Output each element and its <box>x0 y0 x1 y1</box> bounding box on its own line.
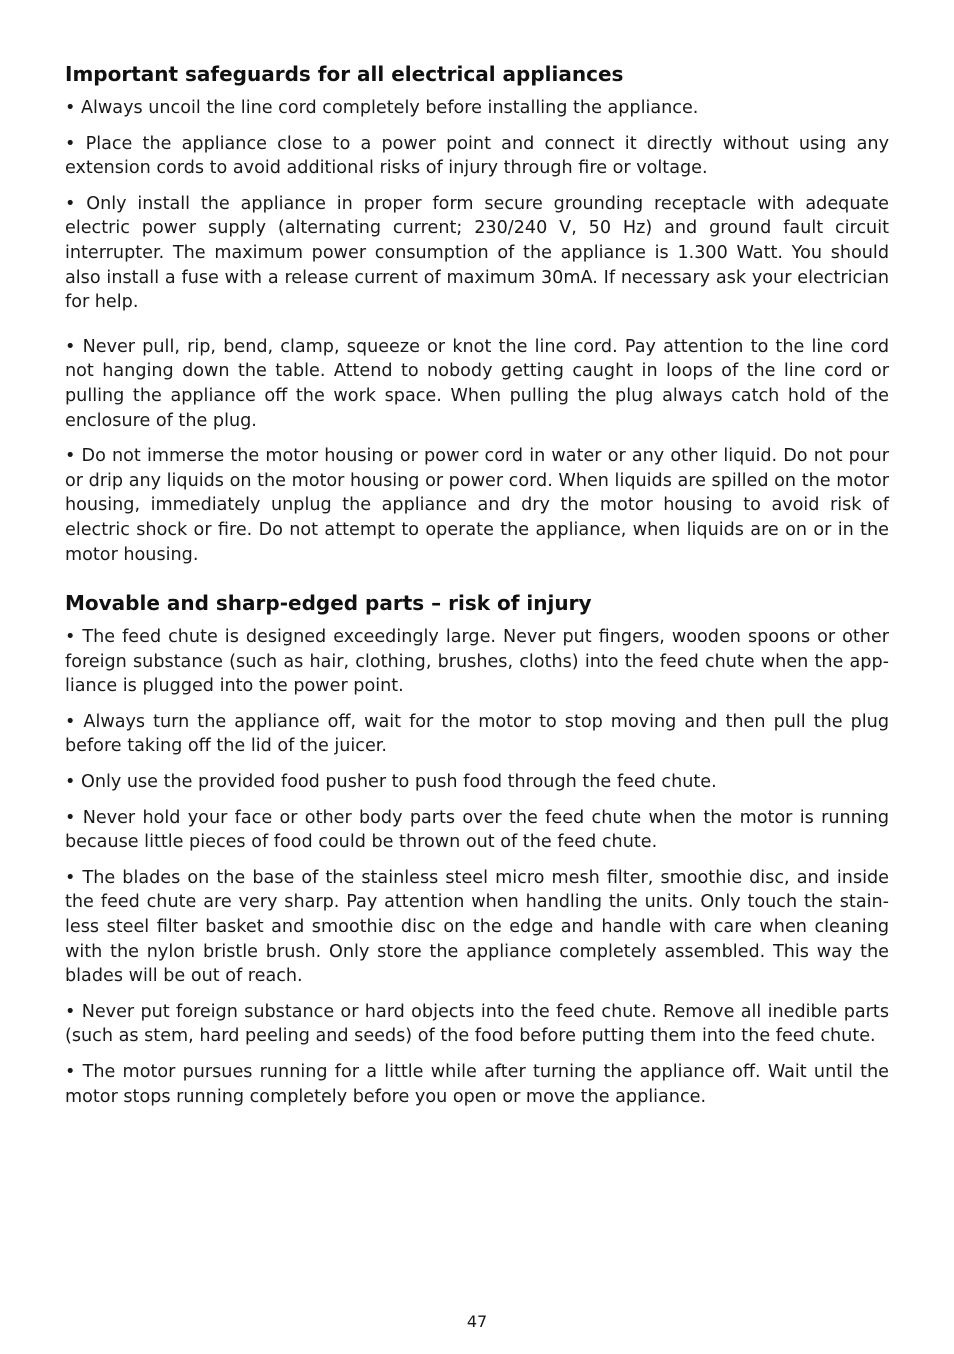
paragraph-uncoil-cord: • Always uncoil the line cord completely before installing the appliance. <box>65 98 699 118</box>
section-title-sharp-parts: Movable and sharp-edged parts – risk of injury <box>65 591 592 616</box>
page-number: 47 <box>466 1312 488 1331</box>
paragraph-power-point: • Place the appliance close to a power point and connect it directly without using any extension cords to avoid additional risks of injury through fire or voltage. <box>65 133 889 179</box>
paragraph-feed-chute: • The feed chute is designed exceedingly large. Never put fingers, wooden spoons or other foreign substance (such as hair, clothing, brushes, cloths) into the feed chute when the app-liance is plugged into the power point. <box>65 627 889 697</box>
paragraph-motor-running: • The motor pursues running for a little while after turning the appliance off. Wait until the motor stops running completely before you open or move the appliance. <box>65 1062 889 1107</box>
paragraph-liquids: • Do not immerse the motor housing or power cord in water or any other liquid. Do not pour or drip any liquids on the motor housing or power cord. When liquids are spilled on the motor housing, immediately unplug the appliance and dry the motor housing to avoid risk of electric shock or fire. Do not attempt to operate the appliance, when liquids are on or in the motor housing. <box>65 446 889 565</box>
paragraph-grounding: • Only install the appliance in proper form secure grounding receptacle with adequate electric power supply (alternating current; 230/240 V, 50 Hz) and ground fault circuit interrupter. The maximum power consumption of the appliance is 1.300 Watt. You should also install a fuse with a release current of maximum 30mA. If necessary ask your electrician for help. <box>65 193 889 313</box>
paragraph-food-pusher: • Only use the provided food pusher to push food through the feed chute. <box>65 772 717 793</box>
paragraph-line-cord: • Never pull, rip, bend, clamp, squeeze or knot the line cord. Pay attention to the line cord not hanging down the table. Attend to nobody getting caught in loops of the line cord or pulling the appliance off the work space. When pulling the plug always catch hold of the enclosure of the plug. <box>65 336 889 431</box>
paragraph-foreign-substance: • Never put foreign substance or hard objects into the feed chute. Remove all inedible parts (such as stem, hard peeling and seeds) of the food before putting them into the feed chute. <box>65 1001 889 1047</box>
paragraph-blades: • The blades on the base of the stainless steel micro mesh filter, smoothie disc, and inside the feed chute are very sharp. Pay attention when handling the units. Only touch the stain-less steel filter basket and smoothie disc on the edge and handle with care when cleaning with the nylon bristle brush. Only store the appliance completely assembled. This way the blades will be out of reach. <box>65 867 889 987</box>
document-page <box>65 60 889 1120</box>
paragraph-face: • Never hold your face or other body parts over the feed chute when the motor is running because little pieces of food could be thrown out of the feed chute. <box>65 807 889 853</box>
paragraph-turn-off: • Always turn the appliance off, wait for the motor to stop moving and then pull the plug before taking off the lid of the juicer. <box>65 711 889 757</box>
section-title-electrical-safeguards: Important safeguards for all electrical appliances <box>65 62 624 86</box>
